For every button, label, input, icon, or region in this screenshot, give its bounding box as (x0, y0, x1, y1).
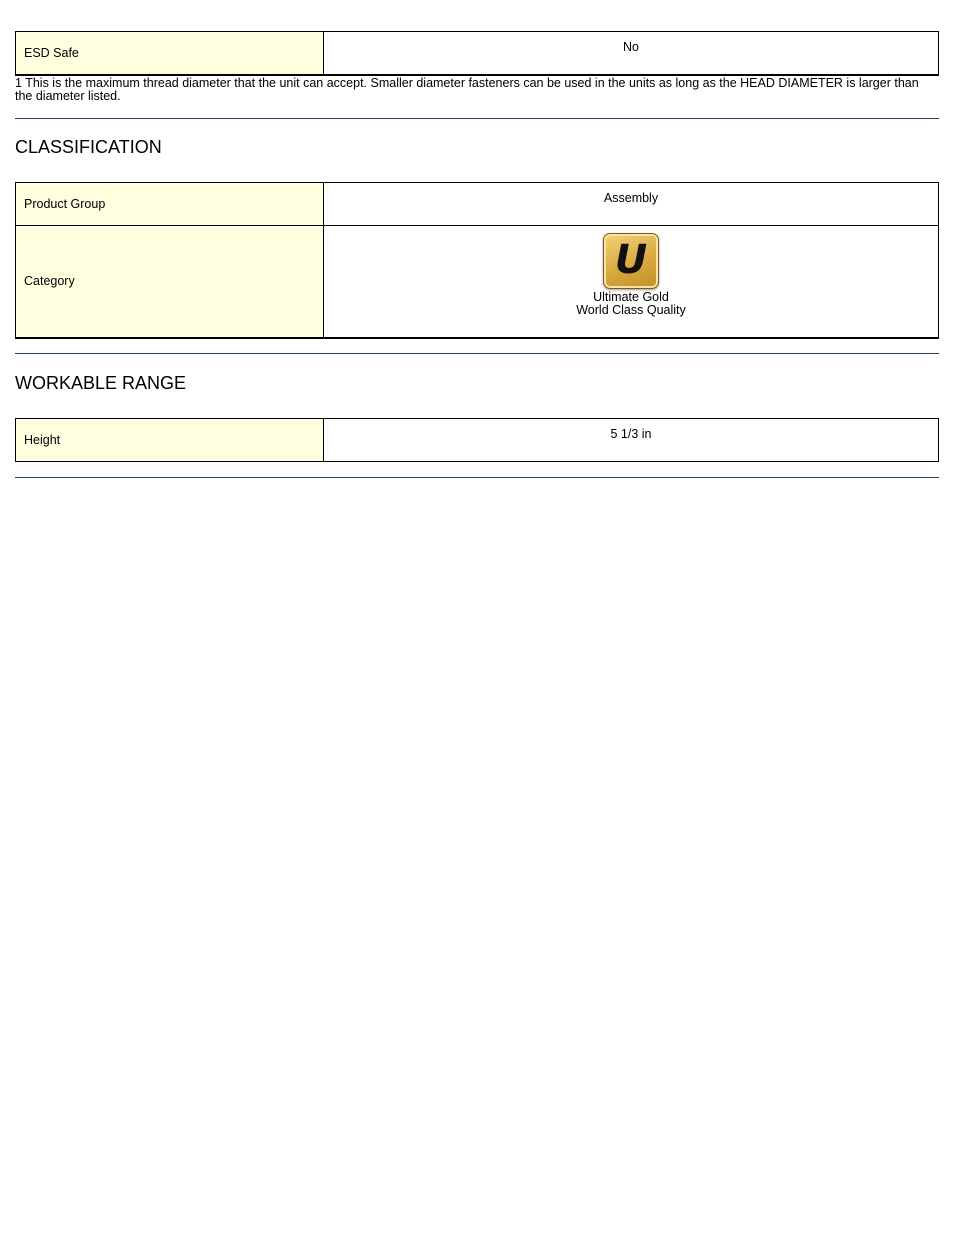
esd-safe-label: ESD Safe (16, 32, 324, 75)
classification-title: CLASSIFICATION (15, 136, 162, 157)
table-row (16, 419, 939, 462)
badge-letter: U (614, 236, 648, 283)
footnote: 1 This is the maximum thread diameter that the unit can accept. Smaller diameter fasteners can be used in the units as long as the HEAD DIAMETER is larger than the diameter listed. (15, 75, 919, 103)
section-divider (15, 353, 939, 354)
esd-table (15, 31, 939, 76)
classification-table (15, 182, 939, 340)
product-group-value: Assembly (324, 182, 939, 225)
table-row (16, 32, 939, 75)
table-row (16, 182, 939, 225)
table-row (16, 225, 939, 338)
spec-sheet-page (15, 31, 939, 478)
category-label: Category (16, 225, 324, 338)
workable-range-title: WORKABLE RANGE (15, 373, 187, 393)
category-line-1: Ultimate Gold (593, 289, 669, 304)
section-divider (15, 477, 939, 478)
ultimate-gold-badge-icon (603, 233, 659, 289)
height-label: Height (16, 419, 324, 462)
esd-safe-value: No (324, 32, 939, 75)
height-value: 5 1/3 in (324, 419, 939, 462)
section-divider (15, 118, 939, 119)
category-badge (325, 233, 937, 317)
category-line-2: World Class Quality (576, 302, 686, 317)
product-group-label: Product Group (16, 182, 324, 225)
workable-range-table (15, 418, 939, 462)
category-value (324, 225, 939, 338)
